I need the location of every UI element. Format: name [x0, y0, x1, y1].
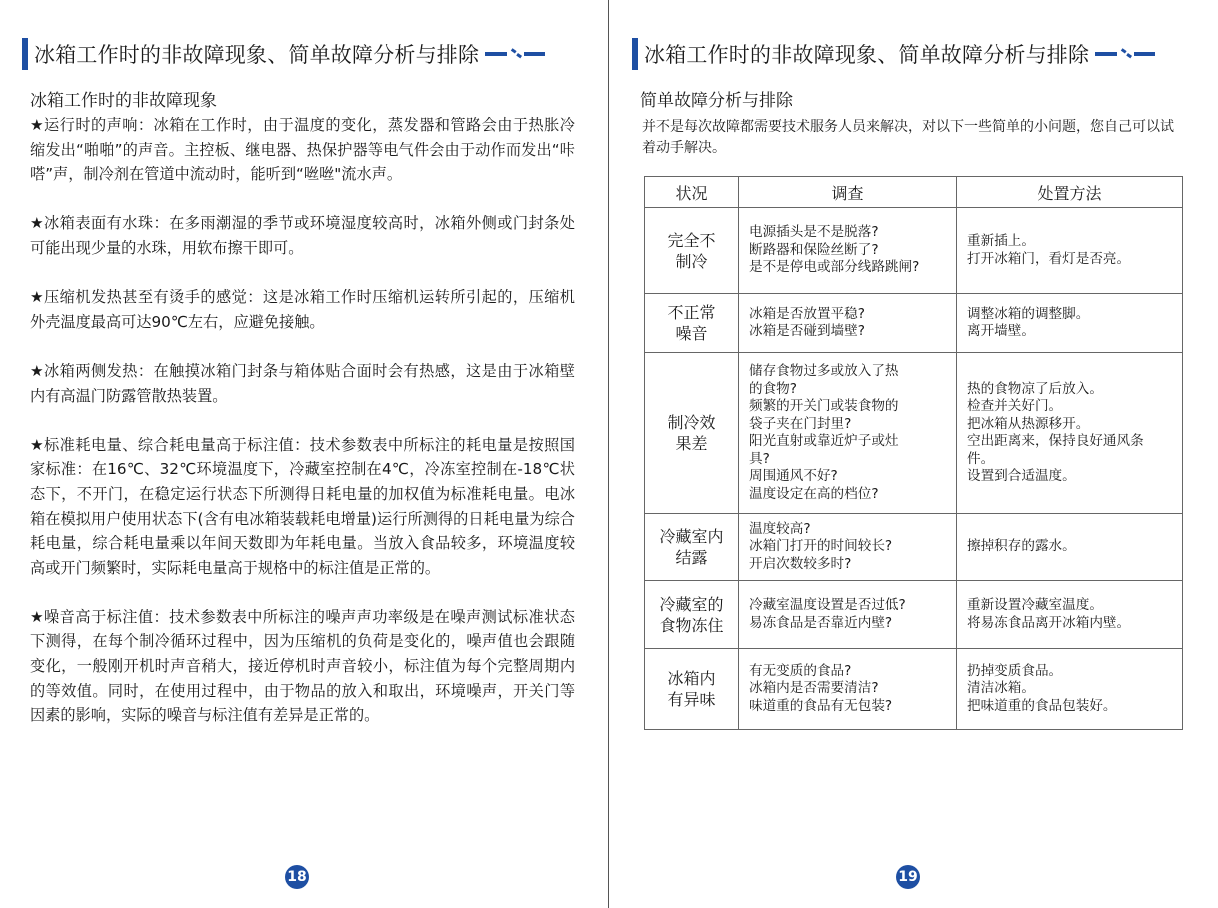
condition-cell: 完全不 制冷	[645, 208, 739, 294]
left-page-header	[22, 38, 545, 70]
right-page	[610, 0, 1218, 908]
header-deco-icon	[485, 48, 545, 60]
fix-cell: 调整冰箱的调整脚。 离开墙壁。	[957, 294, 1183, 353]
condition-cell: 不正常 噪音	[645, 294, 739, 353]
paragraph-side-heat: ★冰箱两侧发热：在触摸冰箱门封条与箱体贴合面时会有热感，这是由于冰箱壁内有高温门防露管散热装置。	[30, 361, 575, 405]
page-number-badge: 19	[896, 865, 920, 889]
condition-cell: 冷藏室内 结露	[645, 514, 739, 581]
table-row	[645, 581, 1183, 649]
paragraph-sound: ★运行时的声响：冰箱在工作时，由于温度的变化，蒸发器和管路会由于热胀冷缩发出“啪啪”的声音。主控板、继电器、热保护器等电气件会由于动作而发出“咔嗒”声，制冷剂在管道中流动时，能听到“咝咝"流水声。	[30, 116, 575, 184]
check-cell: 温度较高? 冰箱门打开的时间较长? 开启次数较多时?	[739, 514, 957, 581]
header-accent-bar	[22, 38, 28, 70]
paragraph-compressor-heat: ★压缩机发热甚至有烫手的感觉：这是冰箱工作时压缩机运转所引起的，压缩机外壳温度最高可达90℃左右，应避免接触。	[30, 288, 575, 331]
table-row	[645, 353, 1183, 514]
table-row	[645, 208, 1183, 294]
paragraph-power-consumption: ★标准耗电量、综合耗电量高于标注值：技术参数表中所标注的耗电量是按照国家标准：在16℃、32℃环境温度下，冷藏室控制在4℃，冷冻室控制在-18℃状态下，不开门，在稳定运行状态下所测得日耗电量的加权值为标准耗电量。电冰箱在模拟用户使用状态下(含有电冰箱装载耗电增量)运行所测得的日耗电量为综合耗电量，综合耗电量乘以年间天数即为年耗电量。当放入食品较多，环境温度较高或开门频繁时，实际耗电量高于规格中的标注值是正常的。	[30, 435, 575, 577]
condition-cell: 冰箱内 有异味	[645, 649, 739, 730]
fix-cell: 扔掉变质食品。 清洁冰箱。 把味道重的食品包装好。	[957, 649, 1183, 730]
table-row	[645, 649, 1183, 730]
left-page	[0, 0, 608, 908]
column-header-fix: 处置方法	[957, 177, 1183, 208]
paragraph-water-drops: ★冰箱表面有水珠：在多雨潮湿的季节或环境湿度较高时，冰箱外侧或门封条处可能出现少量的水珠，用软布擦干即可。	[30, 214, 575, 257]
intro-text: 并不是每次故障都需要技术服务人员来解决，对以下一些简单的小问题，您自己可以试着动手解决。	[642, 119, 1174, 156]
right-page-header	[632, 38, 1155, 70]
page-number-badge: 18	[285, 865, 309, 889]
page-divider	[608, 0, 609, 908]
fix-cell: 重新设置冷藏室温度。 将易冻食品离开冰箱内壁。	[957, 581, 1183, 649]
table-header-row	[645, 177, 1183, 208]
check-cell: 电源插头是不是脱落? 断路器和保险丝断了? 是不是停电或部分线路跳闸?	[739, 208, 957, 294]
fix-cell: 热的食物凉了后放入。 检查并关好门。 把冰箱从热源移开。 空出距离来，保持良好通风条 件。 设置到合适温度。	[957, 353, 1183, 514]
condition-cell: 冷藏室的 食物冻住	[645, 581, 739, 649]
fix-cell: 擦掉积存的露水。	[957, 514, 1183, 581]
troubleshooting-table	[644, 176, 1183, 730]
header-accent-bar	[632, 38, 638, 70]
right-page-header-title: 冰箱工作时的非故障现象、简单故障分析与排除	[644, 43, 1090, 67]
left-content	[30, 113, 575, 752]
header-deco-icon	[1095, 48, 1155, 60]
check-cell: 储存食物过多或放入了热 的食物? 频繁的开关门或装食物的 袋子夹在门封里? 阳光直射或靠近炉子或灶 具? 周围通风不好? 温度设定在高的档位?	[739, 353, 957, 514]
fix-cell: 重新插上。 打开冰箱门，看灯是否亮。	[957, 208, 1183, 294]
condition-cell: 制冷效 果差	[645, 353, 739, 514]
left-page-header-title: 冰箱工作时的非故障现象、简单故障分析与排除	[34, 43, 480, 67]
table-row	[645, 514, 1183, 581]
column-header-condition: 状况	[645, 177, 739, 208]
paragraph-noise: ★噪音高于标注值：技术参数表中所标注的噪声声功率级是在噪声测试标准状态下测得，在每个制冷循环过程中，因为压缩机的负荷是变化的，噪声值也会跟随变化，一般刚开机时声音稍大，接近停机时声音较小，标注值为每个完整周期内的等效值。同时，在使用过程中，由于物品的放入和取出，环境噪声，开关门等因素的影响，实际的噪音与标注值有差异是正常的。	[30, 607, 575, 725]
table-row	[645, 294, 1183, 353]
check-cell: 冷藏室温度设置是否过低? 易冻食品是否靠近内壁?	[739, 581, 957, 649]
check-cell: 冰箱是否放置平稳? 冰箱是否碰到墙壁?	[739, 294, 957, 353]
column-header-check: 调查	[739, 177, 957, 208]
check-cell: 有无变质的食品? 冰箱内是否需要清洁? 味道重的食品有无包装?	[739, 649, 957, 730]
right-section-title: 简单故障分析与排除	[640, 91, 793, 111]
left-section-title: 冰箱工作时的非故障现象	[30, 91, 217, 111]
